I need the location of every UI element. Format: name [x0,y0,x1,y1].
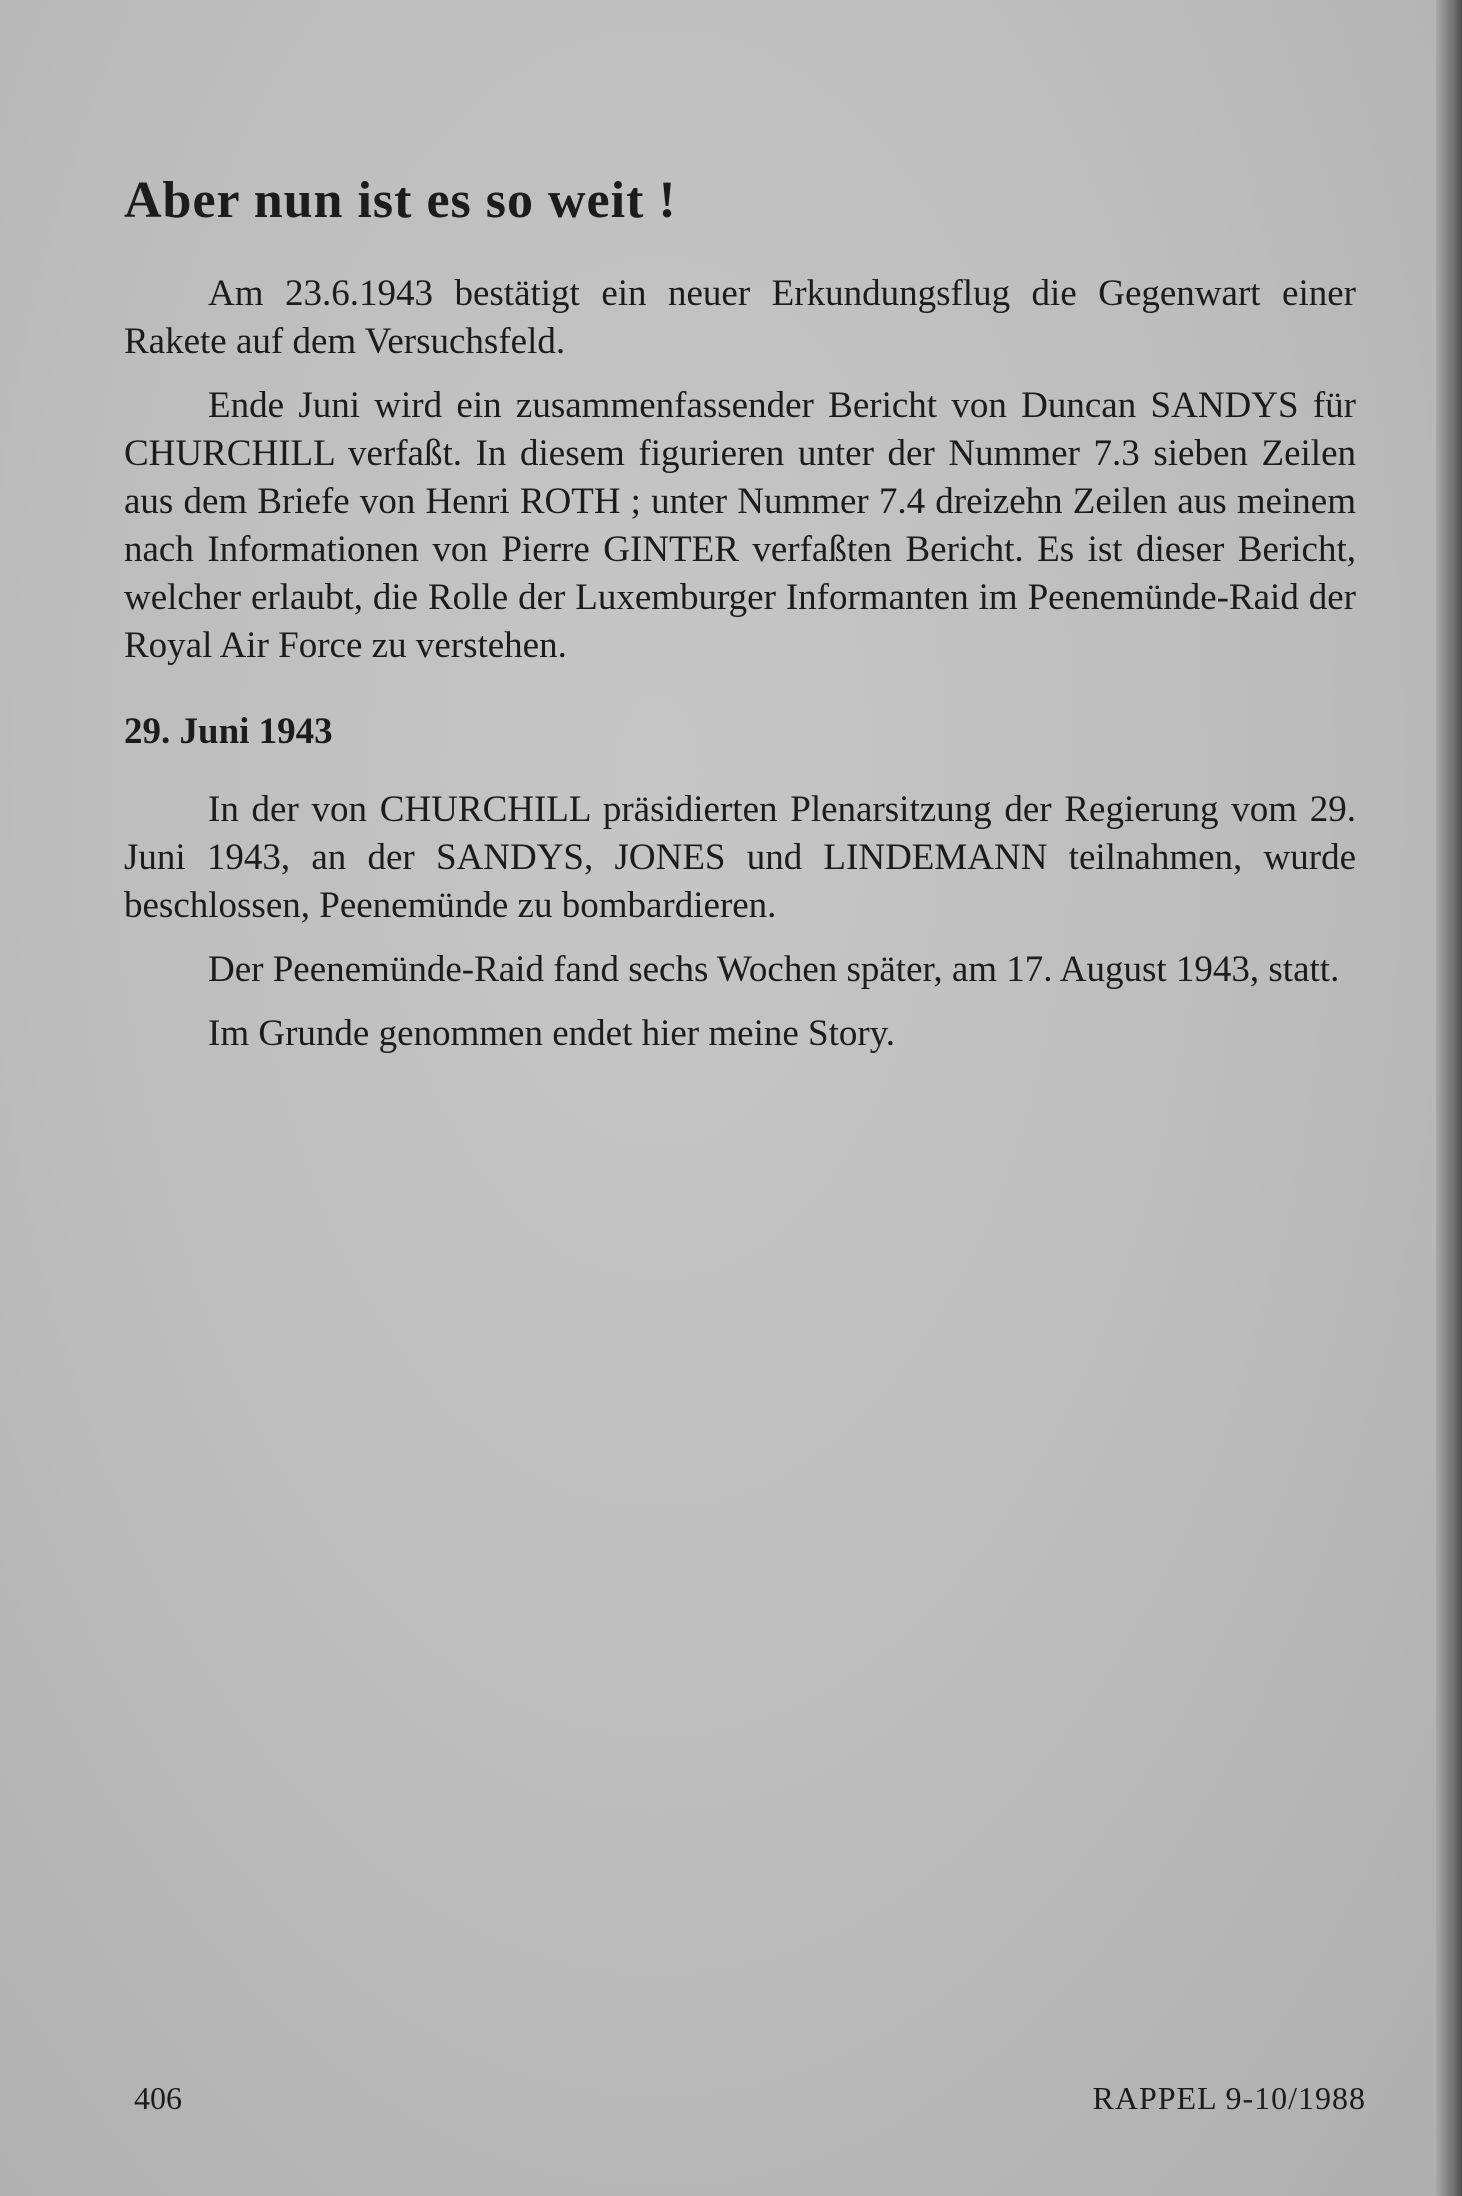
journal-reference: RAPPEL 9-10/1988 [1092,2080,1366,2116]
page-number: 406 [134,2080,182,2116]
section-date-heading: 29. Juni 1943 [124,711,333,753]
section-paragraph-2: Der Peenemünde-Raid fand sechs Wochen später, am 17. August 1943, statt. [208,949,1340,991]
page-content [124,170,1356,1068]
section-paragraph-1: In der von CHURCHILL präsidierten Plenarsitzung der Regierung vom 29. Juni 1943, an der SANDYS, JONES und LINDEMANN teilnahmen, wurde beschlossen, Peenemünde zu bombardieren. [124,789,1356,927]
page-edge-shadow [1436,0,1462,2196]
paragraph-2: Ende Juni wird ein zusammenfassender Bericht von Duncan SANDYS für CHURCHILL verfaßt. In diesem figurieren unter der Nummer 7.3 sieben Zeilen aus dem Briefe von Henri ROTH ; unter Nummer 7.4 dreizehn Zeilen aus meinem nach Informationen von Pierre GINTER verfaßten Bericht. Es ist dieser Bericht, welcher erlaubt, die Rolle der Luxemburger Informanten im Peenemünde-Raid der Royal Air Force zu verstehen. [124,385,1356,667]
page-footer [134,2080,1366,2117]
page-heading: Aber nun ist es so weit ! [124,172,677,229]
section-paragraph-3: Im Grunde genommen endet hier meine Story. [208,1013,896,1055]
paragraph-1: Am 23.6.1943 bestätigt ein neuer Erkundungsflug die Gegenwart einer Rakete auf dem Versuchsfeld. [124,273,1356,363]
